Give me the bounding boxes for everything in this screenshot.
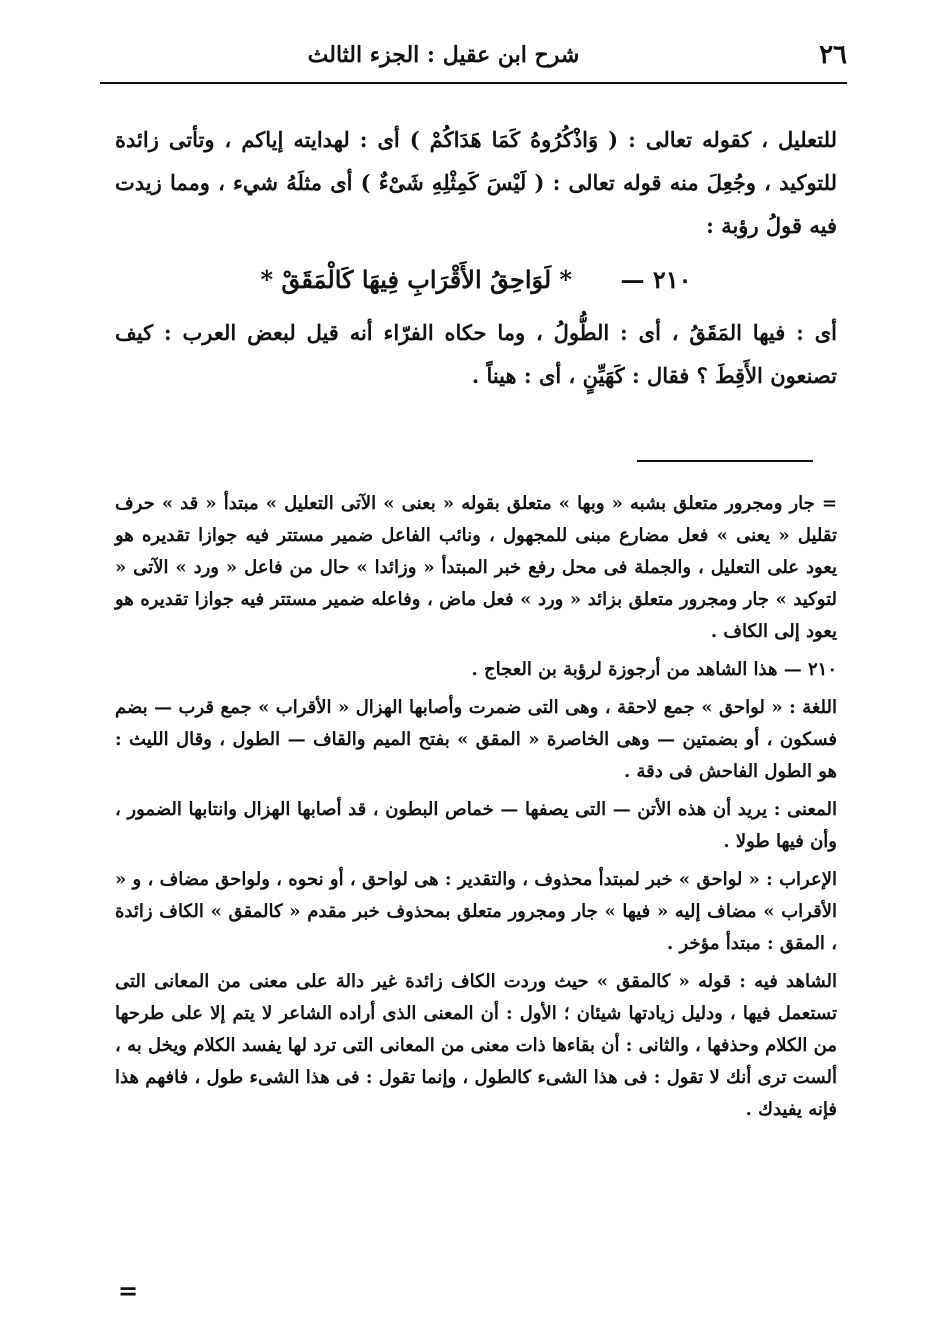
running-title: شرح ابن عقيل : الجزء الثالث (307, 42, 580, 68)
header-rule (100, 82, 847, 84)
footnote-evidence: الشاهد فيه : قوله « كالمقق » حيث وردت الكاف زائدة غير دالة على معنى من المعانى التى تستعمل فيها ، ودليل زيادتها شيئان ؛ الأول : أن المعنى الذى أراده الشاعر لا يتم إلا على طرحها من الكلام وحذفها ، والثانى : أن بقاءها ذات معنى من المعانى التى ترد لها يفسد الكلام ويخل به ، ألست ترى أنك لا تقول : فى هذا الشىء كالطول ، وإنما تقول : فى هذا الشىء طول ، فافهم هذا فإنه يفيدك . (115, 971, 837, 1120)
footnotes (115, 488, 837, 1126)
footnote-separator (637, 460, 813, 462)
footnote-meaning: المعنى : يريد أن هذه الأتن — التى يصفها — خماص البطون ، قد أصابها الهزال وانتابها الضمور ، وأن فيها طولا . (115, 799, 837, 852)
footnote-continuation: = جار ومجرور متعلق بشبه « وبها » متعلق بقوله « بعنى » الآتى التعليل » مبتدأ « قد » حرف تقليل « يعنى » فعل مضارع مبنى للمجهول ، ونائب الفاعل ضمير مستتر فيه جوازا تقديره هو يعود على التعليل ، والجملة فى محل رفع خبر المبتدأ « وزائدا » حال من فاعل « ورد » الآتى « لتوكيد » جار ومجرور متعلق بزائد « ورد » فعل ماض ، وفاعله ضمير مستتر فيه جوازا تقديره هو يعود إلى الكاف . (115, 493, 837, 642)
verse-number: ٢١٠ — (620, 265, 692, 294)
verse-text: * لَوَاحِقُ الأَقْرَابِ فِيهَا كَالْمَقَقْ * (260, 265, 573, 294)
paragraph-1: للتعليل ، كقوله تعالى : ( وَاذْكُرُوهُ كَمَا هَدَاكُمْ ) أى : لهدايته إياكم ، وتأتى زائدة للتوكيد ، وجُعِلَ منه قوله تعالى : ( لَيْسَ كَمِثْلِهِ شَىْءٌ ) أى مثلَهُ شيء ، ومما زيدت فيه قولُ رؤبة : (115, 127, 837, 238)
verse-line (115, 255, 837, 305)
main-text (115, 118, 837, 397)
footnote-source: ٢١٠ — هذا الشاهد من أرجوزة لرؤبة بن العجاج . (471, 659, 837, 680)
footnote-language: اللغة : « لواحق » جمع لاحقة ، وهى التى ضمرت وأصابها الهزال « الأقراب » جمع قرب — بضم فسكون ، أو بضمتين — وهى الخاصرة « المقق » بفتح الميم والقاف — الطول ، وقال الليث : هو الطول الفاحش فى دقة . (115, 697, 837, 782)
footnote-parsing: الإعراب : « لواحق » خبر لمبتدأ محذوف ، والتقدير : هى لواحق ، أو نحوه ، ولواحق مضاف ، و « الأقراب » مضاف إليه « فيها » جار ومجرور متعلق بمحذوف خبر مقدم « كالمقق » الكاف زائدة ، المقق : مبتدأ مؤخر . (115, 869, 837, 954)
page-header (100, 40, 847, 80)
page-number: ٢٦ (819, 40, 847, 70)
paragraph-2: أى : فيها المَقَقُ ، أى : الطُّولُ ، وما حكاه الفرّاء أنه قيل لبعض العرب : كيف تصنعون الأَقِطَ ؟ فقال : كَهَيِّنٍ ، أى : هيناً . (115, 320, 837, 388)
continuation-mark: = (118, 1276, 139, 1305)
